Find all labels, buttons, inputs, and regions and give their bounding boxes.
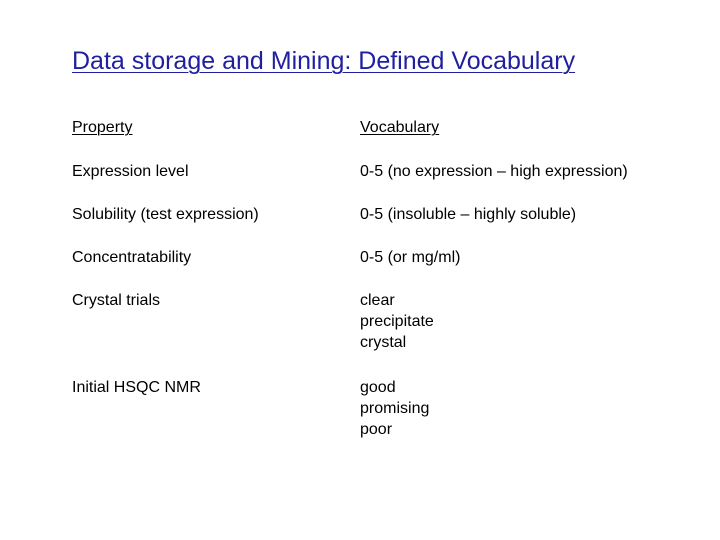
vocabulary-value: clear [360,292,395,309]
vocabulary-value: promising [360,400,430,417]
property-header: Property [72,119,133,136]
property-cell: Concentratability [72,249,192,266]
vocabulary-header: Vocabulary [360,119,440,136]
vocabulary-cell [360,161,628,182]
vocabulary-cell [360,247,460,268]
vocabulary-value: 0-5 (insoluble – highly soluble) [360,206,577,223]
vocabulary-cell [360,204,576,225]
vocabulary-cell [360,377,429,440]
property-cell: Solubility (test expression) [72,206,259,223]
vocabulary-value: precipitate [360,313,434,330]
vocabulary-value: 0-5 (or mg/ml) [360,249,461,266]
vocabulary-cell [360,290,434,353]
vocabulary-value: good [360,379,396,396]
vocabulary-value: poor [360,421,393,438]
property-cell: Crystal trials [72,292,161,309]
property-cell: Expression level [72,163,189,180]
property-cell: Initial HSQC NMR [72,379,201,396]
slide-title: Data storage and Mining: Defined Vocabulary [72,47,576,75]
vocabulary-value: 0-5 (no expression – high expression) [360,163,628,180]
vocabulary-value: crystal [360,334,407,351]
